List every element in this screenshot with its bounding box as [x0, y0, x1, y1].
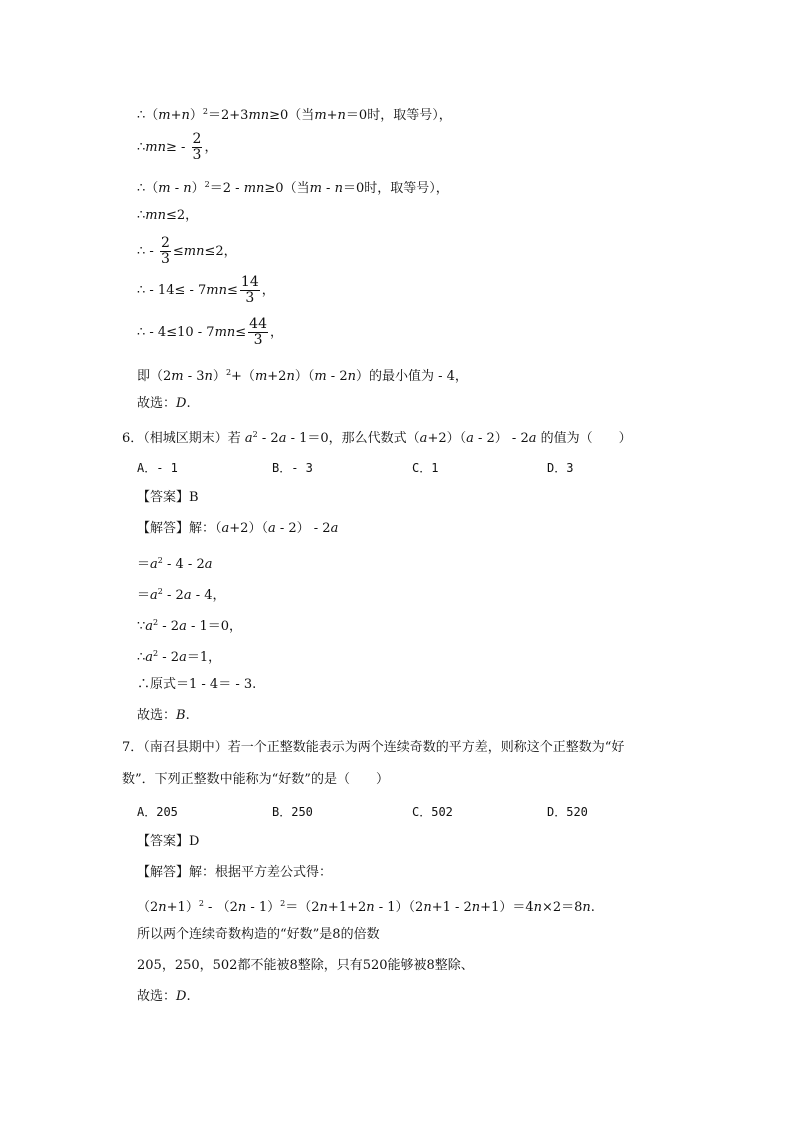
option-a: A．- 1 — [137, 461, 178, 475]
option-a: A．205 — [137, 805, 178, 819]
choice-line: 故选：D. — [137, 989, 191, 1004]
solution-line: 所以两个连续奇数构造的“好数”是8的倍数 — [137, 927, 380, 942]
solution-line: ∴mn≥ - $\frac{2}{3}$ ， — [137, 131, 218, 163]
solution-line: $(2n+1)^2 - (2n - 1)^2=(2n+1+2n - 1)(2n+1 - 2n+1)=4n\times 2=8n$. — [137, 899, 595, 915]
solution-line: ∴mn≤2， — [137, 208, 199, 223]
solution-line: 【解答】解：根据平方差公式得： — [137, 865, 333, 880]
question-6-stem: 6．（相城区期末）若 $a^2 - 2a - 1=0$，那么代数式（a+2）（a - 2） - 2a 的值为（ ） — [122, 430, 632, 446]
option-d: D．520 — [547, 805, 588, 819]
solution-line: $\because a^2 - 2a - 1=0$， — [137, 618, 243, 634]
solution-line: $=a^2 - 4 - 2a$ — [137, 556, 213, 572]
fraction: $\frac{44}{3}$ — [249, 316, 267, 348]
solution-line: 即（2m - 3n）$^2$+（m+2n）（m - 2n）的最小值为 - 4， — [137, 368, 468, 384]
solution-line: ∴ - $\frac{2}{3}$ ≤mn≤2， — [137, 235, 237, 267]
fraction: $\frac{2}{3}$ — [160, 235, 170, 267]
solution-line: 205，250，502都不能被8整除，只有520能够被8整除、 — [137, 958, 474, 973]
option-c: C．502 — [412, 805, 453, 819]
solution-line: ∴ - 4≤10 - 7mn≤ $\frac{44}{3}$ ， — [137, 316, 284, 348]
option-c: C．1 — [412, 461, 439, 475]
solution-line: $\therefore a^2 - 2a=1$， — [137, 649, 222, 665]
solution-line: $\therefore(m+n)^2=2+3mn\ge 0$（当m+n＝0时，取等号）， — [137, 107, 452, 123]
solution-line: ∴（m - n）$^2$＝2 - mn≥0（当m - n＝0时，取等号）， — [137, 180, 449, 196]
answer-label: 【答案】B — [137, 490, 199, 505]
solution-line: 【解答】解：（a+2）（a - 2） - 2a — [137, 521, 339, 536]
answer-label: 【答案】D — [137, 834, 200, 849]
solution-line: ∴原式＝1 - 4＝ - 3. — [137, 677, 257, 692]
question-7-stem-line2: 数”．下列正整数中能称为“好数”的是（ ） — [122, 772, 389, 787]
solution-line: ∴ - 14≤ - 7mn≤ $\frac{14}{3}$ ， — [137, 274, 275, 306]
option-b: B．- 3 — [272, 461, 313, 475]
solution-line: $=a^2 - 2a - 4$， — [137, 587, 226, 603]
fraction: $\frac{14}{3}$ — [240, 274, 259, 306]
choice-line: 故选：D. — [137, 396, 191, 411]
fraction: $\frac{2}{3}$ — [192, 131, 202, 163]
choice-line: 故选：B. — [137, 708, 190, 723]
question-7-stem-line1: 7．（南召县期中）若一个正整数能表示为两个连续奇数的平方差，则称这个正整数为“好 — [122, 740, 625, 755]
option-b: B．250 — [272, 805, 313, 819]
option-d: D．3 — [547, 461, 574, 475]
